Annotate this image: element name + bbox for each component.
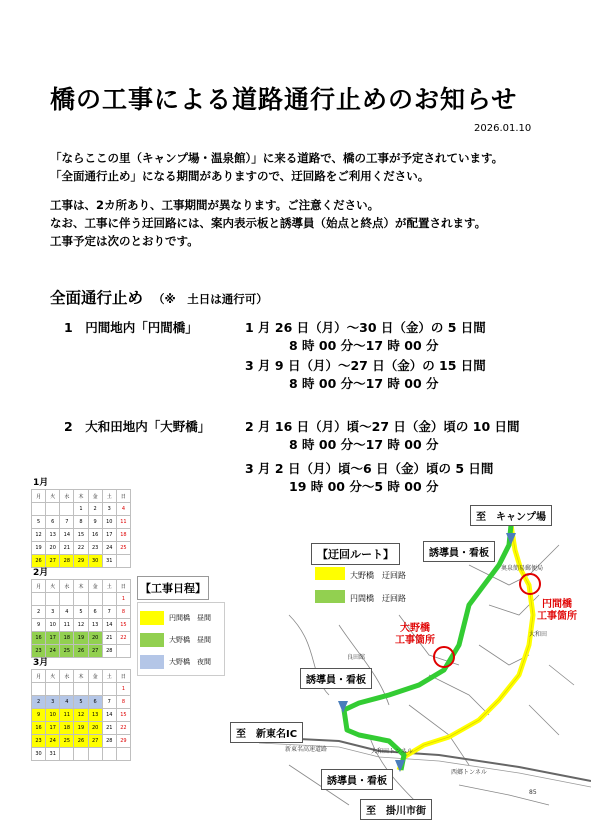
calendar-day: 15 [116,619,130,632]
calendar-weekday: 月 [32,490,46,503]
legend-label: 大野橋 昼間 [169,636,211,644]
legend-title: 【工事日程】 [137,576,209,600]
dest-camp-label: 至 キャンプ場 [470,505,552,526]
calendar-day: 4 [60,696,74,709]
calendar-day [88,748,102,761]
calendar-day: 29 [116,735,130,748]
calendar-day: 9 [88,516,102,529]
calendar-day: 5 [32,516,46,529]
dest-city-label: 至 掛川市街 [360,799,432,820]
legend-label: 円間橋 昼間 [169,614,211,622]
calendar-day: 27 [88,735,102,748]
calendar-day [60,748,74,761]
calendar-day [88,683,102,696]
calendar-day: 1 [116,593,130,606]
calendar-day: 16 [32,722,46,735]
calendar-day: 2 [32,606,46,619]
calendar-day: 26 [74,645,88,658]
calendar-day: 3 [46,696,60,709]
map-label-saigo-tunnel: 西郷トンネル [451,769,487,776]
calendar-day: 20 [88,632,102,645]
calendar-day: 21 [102,632,116,645]
map-label-route-number: 85 [529,789,537,796]
calendar-day: 22 [116,722,130,735]
calendar-day: 18 [116,529,130,542]
calendar-day: 27 [88,645,102,658]
calendar-day: 7 [60,516,74,529]
calendar-day: 5 [74,696,88,709]
calendar-weekday: 火 [46,580,60,593]
legend-box [137,602,225,676]
legend-item [140,608,222,628]
calendar-day: 9 [32,709,46,722]
route-legend-title: 【迂回ルート】 [311,543,400,565]
calendar-weekday: 土 [102,490,116,503]
dest-ic-label: 至 新東名IC [230,722,303,743]
calendar-day [32,683,46,696]
calendar-day: 24 [46,735,60,748]
calendar-day: 18 [60,722,74,735]
calendar-day: 11 [60,709,74,722]
calendar-weekday: 水 [60,490,74,503]
calendar-day: 27 [46,555,60,568]
intro-line-1: 「ならここの里（キャンプ場・温泉館）」に来る道路で、橋の工事が予定されています。 [50,151,504,165]
route-legend-label: 円間橋 迂回路 [350,594,406,603]
calendar-day: 25 [60,645,74,658]
calendar-month-label: 3月 [33,658,49,668]
map-label-expressway: 新東名高速道路 [285,746,328,753]
legend-swatch [140,633,164,647]
calendar-day: 16 [88,529,102,542]
enma-site-text: 円間橋 工事箇所 [537,599,577,622]
calendar-day: 28 [102,735,116,748]
calendar-day: 7 [102,696,116,709]
work-1-period-1: 1 月 26 日（月）～30 日（金）の 5 日間 [245,320,486,335]
calendar-month-grid [31,489,131,568]
calendar-weekday: 火 [46,670,60,683]
map-label-owada: 大和田 [529,631,548,638]
route-legend-swatch-green [315,590,345,603]
guide-label-south: 誘導員・看板 [321,769,393,790]
calendar-day [74,748,88,761]
calendar-day: 29 [74,555,88,568]
calendar-day: 8 [74,516,88,529]
calendar-day: 13 [88,709,102,722]
calendar-weekday: 水 [60,670,74,683]
calendar-day: 26 [32,555,46,568]
calendar-day: 23 [88,542,102,555]
calendar-day: 12 [74,709,88,722]
calendar-day: 24 [102,542,116,555]
calendar-weekday: 日 [116,490,130,503]
calendar-day: 4 [60,606,74,619]
legend-item [140,652,222,672]
calendar-day [116,645,130,658]
calendar-weekday: 日 [116,580,130,593]
calendar-day [102,593,116,606]
route-legend-swatch-yellow [315,567,345,580]
calendar-weekday: 火 [46,490,60,503]
calendar-day: 24 [46,645,60,658]
calendar-day [74,683,88,696]
calendar-day: 19 [74,632,88,645]
calendar-day: 9 [32,619,46,632]
calendar-day: 20 [46,542,60,555]
calendar-day [102,683,116,696]
work-2-hours-1: 8 時 00 分～17 時 00 分 [289,437,439,452]
calendar-weekday: 木 [74,670,88,683]
calendar-day: 17 [46,722,60,735]
calendar-day: 2 [32,696,46,709]
work-1-period-2: 3 月 9 日（月）～27 日（金）の 15 日間 [245,358,486,373]
calendar-weekday: 木 [74,490,88,503]
calendar-day: 13 [46,529,60,542]
calendar-day [60,503,74,516]
work-2-period-2: 3 月 2 日（月）頃～6 日（金）頃の 5 日間 [245,461,494,476]
legend-swatch [140,611,164,625]
calendar-weekday: 土 [102,580,116,593]
work-1-hours-2: 8 時 00 分～17 時 00 分 [289,376,439,391]
calendar-day: 19 [74,722,88,735]
calendar-day: 15 [74,529,88,542]
calendar-month-label: 1月 [33,478,49,488]
calendar-day: 14 [60,529,74,542]
section-title: 全面通行止め [50,289,144,307]
legend-item [140,630,222,650]
calendar-day: 23 [32,735,46,748]
route-legend-label: 大野橋 迂回路 [350,571,406,580]
calendar-day [46,683,60,696]
calendar-day: 11 [116,516,130,529]
calendar-weekday: 水 [60,580,74,593]
calendar-day: 2 [88,503,102,516]
calendar-weekday: 金 [88,670,102,683]
note-line-1: 工事は、2カ所あり、工事期間が異なります。ご注意ください。 [50,198,380,212]
calendar-day [32,503,46,516]
calendar-day: 10 [102,516,116,529]
calendar-weekday: 土 [102,670,116,683]
ono-site-label [395,623,435,647]
calendar-day: 28 [102,645,116,658]
calendar-day: 12 [32,529,46,542]
calendar-day: 31 [102,555,116,568]
map-label-post-office: 奥泉簡易郵便局 [501,565,544,572]
calendar-day: 30 [88,555,102,568]
calendar-day: 21 [102,722,116,735]
calendar-day: 15 [116,709,130,722]
calendar-day: 4 [116,503,130,516]
map-drawing [229,505,591,835]
calendar-day: 10 [46,709,60,722]
calendar-day: 8 [116,606,130,619]
work-1-hours-1: 8 時 00 分～17 時 00 分 [289,338,439,353]
calendar-day [116,555,130,568]
calendar-weekday: 木 [74,580,88,593]
calendar-day [32,593,46,606]
page-title: 橋の工事による道路通行止めのお知らせ [50,85,518,114]
calendar-day: 6 [88,606,102,619]
enma-site-label [537,599,577,623]
calendar-weekday: 日 [116,670,130,683]
construction-calendar [31,478,131,761]
legend-label: 大野橋 夜間 [169,658,211,666]
calendar-month-grid [31,669,131,761]
calendar-weekday: 金 [88,580,102,593]
calendar-day: 14 [102,619,116,632]
calendar-day: 5 [74,606,88,619]
calendar-day: 23 [32,645,46,658]
calendar-day: 25 [60,735,74,748]
calendar-month-label: 2月 [33,568,49,578]
calendar-day [60,593,74,606]
calendar-day: 12 [74,619,88,632]
calendar-day: 1 [116,683,130,696]
guide-label-north: 誘導員・看板 [423,541,495,562]
calendar-day: 17 [46,632,60,645]
section-heading [50,286,268,308]
calendar-day: 25 [116,542,130,555]
calendar-day [102,748,116,761]
map-label-owada-tunnel: 大和田トンネル [371,748,413,755]
calendar-day: 11 [60,619,74,632]
section-note: （※ 土日は通行可） [153,292,268,306]
work-1-bridge: 1 円間地内「円間橋」 [64,320,198,335]
calendar-day: 1 [74,503,88,516]
calendar-day: 21 [60,542,74,555]
map-label-ryodakan: 良田館 [347,654,366,661]
note-line-2: なお、工事に伴う迂回路には、案内表示板と誘導員（始点と終点）が配置されます。 [50,216,487,230]
calendar-weekday: 月 [32,580,46,593]
work-2-hours-2: 19 時 00 分～5 時 00 分 [289,479,439,494]
calendar-day: 13 [88,619,102,632]
calendar-day [116,748,130,761]
calendar-day: 22 [116,632,130,645]
calendar-day: 3 [102,503,116,516]
note-line-3: 工事予定は次のとおりです。 [50,234,199,248]
calendar-day: 8 [116,696,130,709]
calendar-day: 26 [74,735,88,748]
calendar-day: 20 [88,722,102,735]
calendar-day: 30 [32,748,46,761]
calendar-day: 17 [102,529,116,542]
detour-map [229,505,591,835]
calendar-day: 16 [32,632,46,645]
calendar-day: 10 [46,619,60,632]
calendar-weekday: 金 [88,490,102,503]
calendar-day [88,593,102,606]
calendar-day: 6 [88,696,102,709]
calendar-day: 31 [46,748,60,761]
calendar-day [74,593,88,606]
intro-line-2: 「全面通行止め」になる期間がありますので、迂回路をご利用ください。 [50,169,430,183]
legend-swatch [140,655,164,669]
work-2-period-1: 2 月 16 日（月）頃～27 日（金）頃の 10 日間 [245,419,520,434]
calendar-day: 6 [46,516,60,529]
calendar-month-grid [31,579,131,658]
guide-label-west: 誘導員・看板 [300,668,372,689]
issue-date: 2026.01.10 [474,123,532,134]
calendar-day: 28 [60,555,74,568]
calendar-day: 18 [60,632,74,645]
calendar-day [46,503,60,516]
calendar-day [46,593,60,606]
ono-site-text: 大野橋 工事箇所 [395,623,435,646]
calendar-day: 7 [102,606,116,619]
work-2-bridge: 2 大和田地内「大野橋」 [64,419,211,434]
calendar-day [60,683,74,696]
calendar-day: 3 [46,606,60,619]
schedule-legend [137,576,225,676]
calendar-weekday: 月 [32,670,46,683]
calendar-day: 19 [32,542,46,555]
calendar-day: 22 [74,542,88,555]
calendar-day: 14 [102,709,116,722]
